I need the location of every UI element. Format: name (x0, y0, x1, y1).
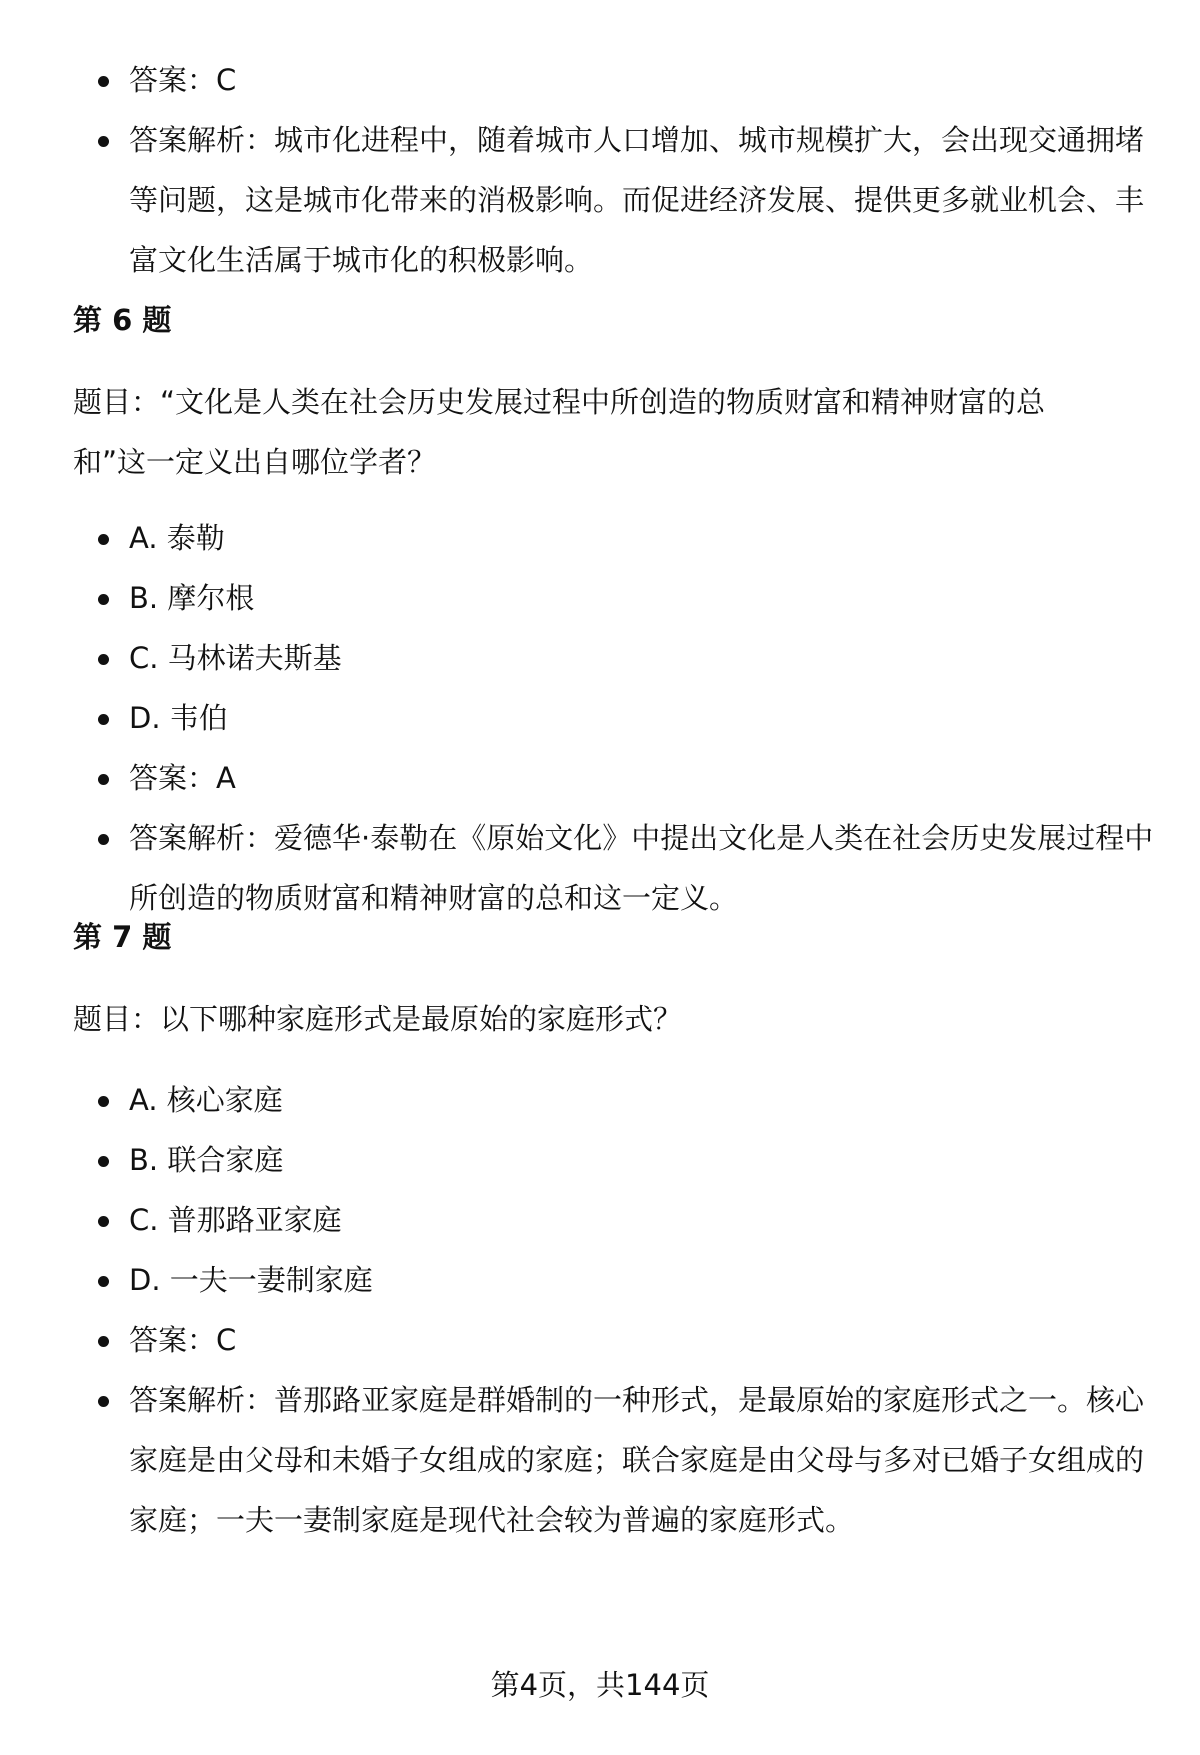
previous-answer-list (73, 50, 1160, 290)
question-7-heading: 第 7 题 (73, 920, 172, 954)
option-d: D. 韦伯 (73, 688, 1160, 748)
question-6-text: 题目：“文化是人类在社会历史发展过程中所创造的物质财富和精神财富的总和”这一定义出自哪位学者？ (73, 385, 1046, 479)
previous-question-tail (73, 50, 1160, 290)
option-b: B. 摩尔根 (73, 568, 1160, 628)
option-a: A. 核心家庭 (73, 1070, 1160, 1130)
option-b: B. 联合家庭 (73, 1130, 1160, 1190)
question-7-options (73, 1070, 1160, 1550)
analysis-line: 答案解析：城市化进程中，随着城市人口增加、城市规模扩大，会出现交通拥堵等问题，这是城市化带来的消极影响。而促进经济发展、提供更多就业机会、丰富文化生活属于城市化的积极影响。 (73, 110, 1160, 290)
question-7-text: 题目：以下哪种家庭形式是最原始的家庭形式？ (73, 1002, 683, 1036)
option-d: D. 一夫一妻制家庭 (73, 1250, 1160, 1310)
question-6-heading: 第 6 题 (73, 303, 172, 337)
question-6-options (73, 508, 1160, 928)
option-c: C. 普那路亚家庭 (73, 1190, 1160, 1250)
option-a: A. 泰勒 (73, 508, 1160, 568)
answer-line: 答案：C (73, 1310, 1160, 1370)
answer-line: 答案：A (73, 748, 1160, 808)
page-number-footer: 第4页，共144页 (490, 1668, 710, 1702)
answer-line: 答案：C (73, 50, 1160, 110)
analysis-line: 答案解析：普那路亚家庭是群婚制的一种形式，是最原始的家庭形式之一。核心家庭是由父母和未婚子女组成的家庭；联合家庭是由父母与多对已婚子女组成的家庭；一夫一妻制家庭是现代社会较为普遍的家庭形式。 (73, 1370, 1160, 1550)
option-c: C. 马林诺夫斯基 (73, 628, 1160, 688)
analysis-line: 答案解析：爱德华·泰勒在《原始文化》中提出文化是人类在社会历史发展过程中所创造的物质财富和精神财富的总和这一定义。 (73, 808, 1160, 928)
